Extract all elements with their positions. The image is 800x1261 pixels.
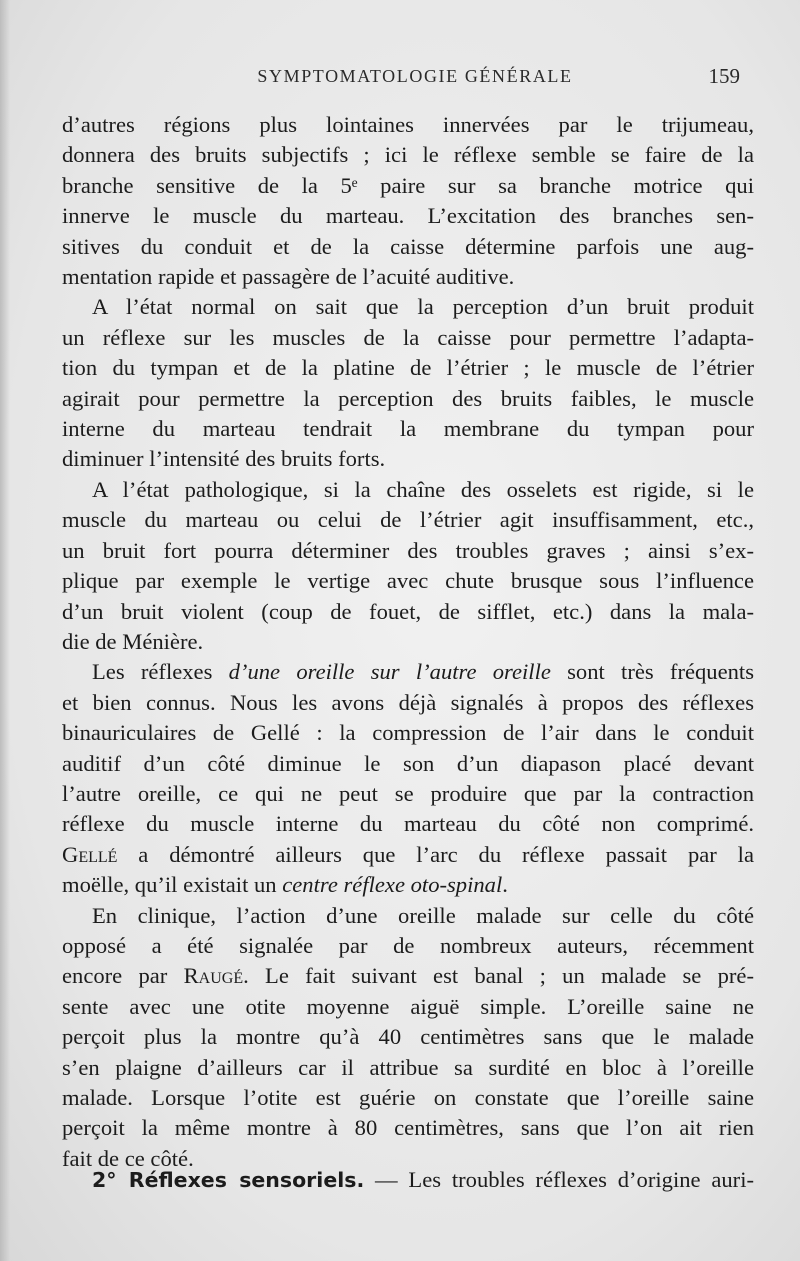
text-run: a démontré ailleurs que l’arc du réflexe passait par la — [117, 841, 754, 867]
text-line: sitives du conduit et de la caisse détermine parfois une aug- — [62, 233, 754, 259]
text-line: un réflexe sur les muscles de la caisse pour permettre l’adapta- — [62, 324, 754, 350]
text-run: encore par — [62, 963, 184, 989]
text-line: donnera des bruits subjectifs ; ici le réflexe semble se faire de la — [62, 142, 754, 168]
text-line: diminuer l’intensité des bruits forts. — [62, 446, 386, 472]
page-body — [62, 110, 754, 1174]
text-line: innerve le muscle du marteau. L’excitation des branches sen- — [62, 203, 754, 229]
text-line — [62, 657, 754, 687]
text-line — [62, 870, 754, 900]
text-line: En clinique, l’action d’une oreille malade sur celle du côté — [92, 902, 754, 928]
text-run: moëlle, qu’il existait un — [62, 872, 283, 898]
text-line: agirait pour permettre la perception des bruits faibles, le muscle — [62, 385, 754, 411]
paragraph-2 — [62, 292, 754, 474]
running-title: SYMPTOMATOLOGIE GÉNÉRALE — [257, 66, 573, 86]
text-run: sont très fréquents — [550, 659, 754, 685]
author-name: Raugé — [183, 963, 244, 989]
text-run: Les réflexes — [92, 659, 229, 685]
text-line: perçoit la même montre à 80 centimètres, sans que l’on ait rien — [62, 1115, 754, 1141]
paragraph-1 — [62, 110, 754, 292]
text-run: . Le fait suivant est banal ; un malade se pré- — [243, 963, 754, 989]
text-line: mentation rapide et passagère de l’acuité auditive. — [62, 264, 515, 290]
text-line: interne du marteau tendrait la membrane du tympan pour — [62, 416, 754, 442]
text-line: d’un bruit violent (coup de fouet, de sifflet, etc.) dans la mala- — [62, 598, 754, 624]
text-line: branche sensitive de la 5ᵉ paire sur sa branche motrice qui — [62, 172, 754, 198]
text-line: opposé a été signalée par de nombreux auteurs, récemment — [62, 932, 754, 958]
text-line: A l’état pathologique, si la chaîne des osselets est rigide, si le — [92, 476, 754, 502]
text-line: perçoit plus la montre qu’à 40 centimètres sans que le malade — [62, 1024, 754, 1050]
italic-phrase: d’une oreille sur l’autre oreille — [228, 659, 551, 685]
text-line: d’autres régions plus lointaines innervées par le trijumeau, — [62, 112, 754, 137]
text-line: sente avec une otite moyenne aiguë simple. L’oreille saine ne — [62, 993, 754, 1019]
paragraph-4 — [62, 657, 754, 900]
text-run: . — [502, 872, 508, 898]
text-line — [62, 961, 754, 991]
paragraph-5 — [62, 901, 754, 1175]
italic-phrase: centre réflexe oto-spinal — [282, 872, 503, 898]
text-line: et bien connus. Nous les avons déjà signalés à propos des réflexes — [62, 689, 754, 715]
page-number: 159 — [708, 64, 740, 88]
text-line: auditif d’un côté diminue le son d’un diapason placé devant — [62, 750, 754, 776]
section-text: — Les troubles réflexes d’origine auri- — [364, 1167, 754, 1192]
text-line — [62, 840, 754, 870]
text-line: s’en plaigne d’ailleurs car il attribue sa surdité en bloc à l’oreille — [62, 1054, 754, 1080]
section-start — [62, 1165, 754, 1195]
section-heading: 2° Réflexes sensoriels. — [92, 1168, 365, 1192]
text-line: binauriculaires de Gellé : la compression de l’air dans le conduit — [62, 720, 754, 746]
text-line: plique par exemple le vertige avec chute brusque sous l’influence — [62, 568, 754, 594]
paragraph-3 — [62, 475, 754, 657]
text-line: die de Ménière. — [62, 628, 204, 654]
text-line: un bruit fort pourra déterminer des troubles graves ; ainsi s’ex- — [62, 537, 754, 563]
text-line: muscle du marteau ou celui de l’étrier agit insuffisamment, etc., — [62, 507, 754, 533]
text-line: l’autre oreille, ce qui ne peut se produire que par la contraction — [62, 780, 754, 806]
text-line: tion du tympan et de la platine de l’étrier ; le muscle de l’étrier — [62, 355, 754, 381]
text-line: A l’état normal on sait que la perception d’un bruit produit — [92, 294, 754, 320]
binding-shadow — [0, 0, 10, 1261]
page-header — [90, 66, 740, 94]
text-line: fait de ce côté. — [62, 1145, 194, 1171]
text-line: réflexe du muscle interne du marteau du côté non comprimé. — [62, 811, 754, 837]
text-line: malade. Lorsque l’otite est guérie on constate que l’oreille saine — [62, 1085, 754, 1110]
author-name: Gellé — [62, 841, 118, 867]
